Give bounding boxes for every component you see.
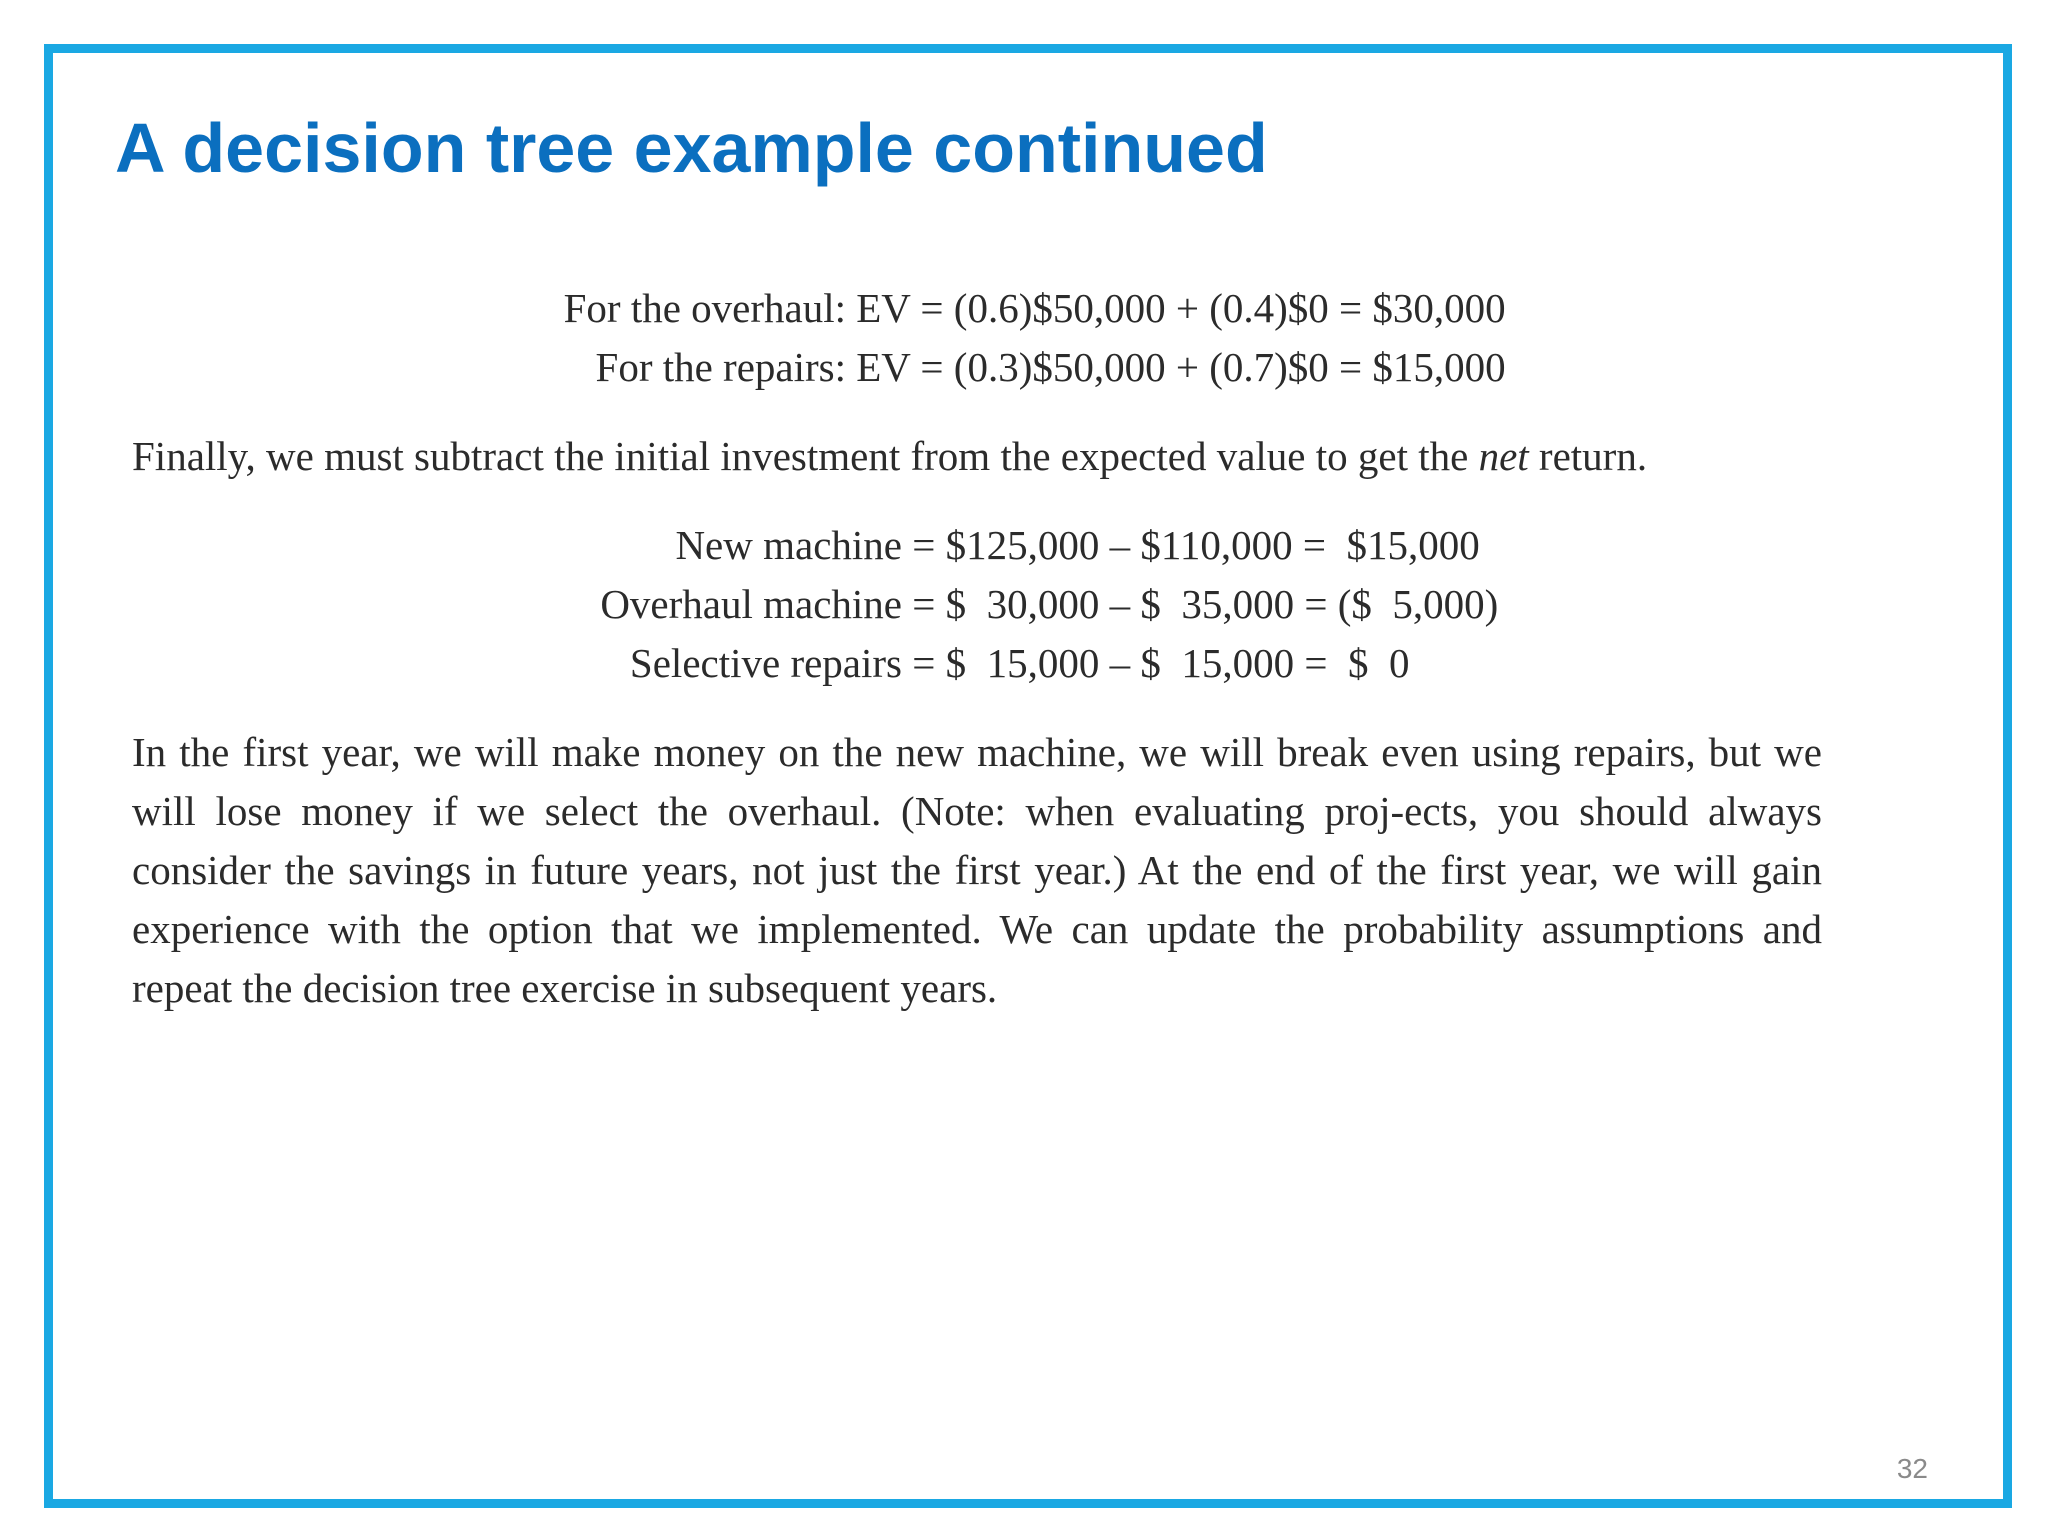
equation-label: New machine: [675, 522, 902, 568]
equation-label: Overhaul machine: [600, 581, 902, 627]
equation-overhaul-ev: [506, 279, 1822, 338]
equation-repairs-ev: [506, 338, 1822, 397]
paragraph-text: return.: [1528, 433, 1648, 479]
equation-expression: EV = (0.3)$50,000 + (0.7)$0 = $15,000: [846, 344, 1506, 390]
equation-expression: = $125,000 – $110,000 = $15,000: [902, 522, 1480, 568]
expected-value-equations: [506, 279, 1822, 397]
slide-frame: [44, 44, 2012, 1508]
slide-content: [132, 279, 1822, 1018]
emphasis-net: net: [1478, 433, 1529, 479]
page-number: 32: [1896, 1453, 1928, 1484]
equation-expression: EV = (0.6)$50,000 + (0.4)$0 = $30,000: [846, 285, 1506, 331]
net-return-equations: [522, 516, 1822, 693]
equation-expression: = $ 30,000 – $ 35,000 = ($ 5,000): [902, 581, 1499, 627]
paragraph-text: Finally, we must subtract the initial investment from the expected value to get the: [132, 433, 1479, 479]
slide-title: A decision tree example continued: [115, 109, 1268, 187]
equation-overhaul-machine: [522, 575, 1822, 634]
equation-new-machine: [522, 516, 1822, 575]
equation-label: Selective repairs: [629, 640, 902, 686]
equation-expression: = $ 15,000 – $ 15,000 = $ 0: [902, 640, 1410, 686]
paragraph-net-return: [132, 427, 1822, 486]
equation-label: For the overhaul:: [563, 285, 846, 331]
equation-label: For the repairs:: [595, 344, 846, 390]
paragraph-first-year: In the first year, we will make money on the new machine, we will break even using repairs, but we will lose money if we select the overhaul. (Note: when evaluating proj-ects, you should always consider the savings in future years, not just the first year.) At the end of the first year, we will gain experience with the option that we implemented. We can update the probability assumptions and repeat the decision tree exercise in subsequent years.: [132, 729, 1822, 1011]
equation-selective-repairs: [522, 634, 1822, 693]
